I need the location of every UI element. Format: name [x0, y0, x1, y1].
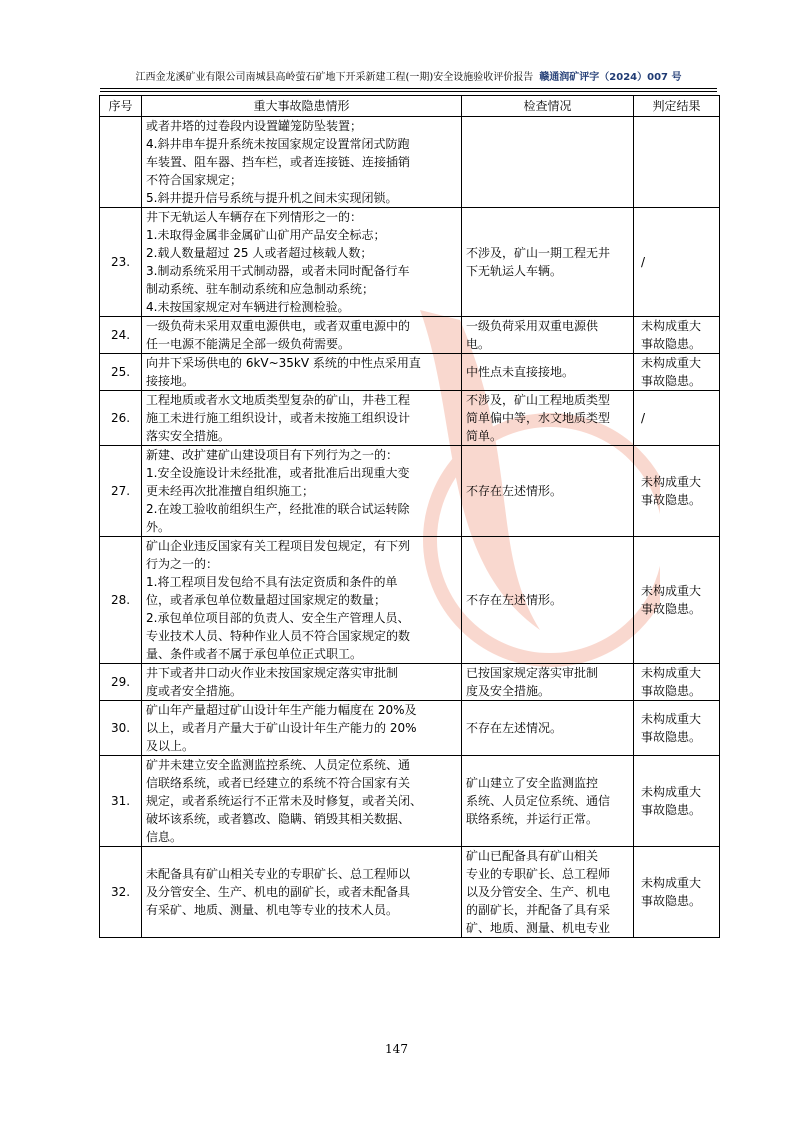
desc-line: 任一电源不能满足全部一级负荷需要。	[146, 337, 351, 351]
hazard-description	[142, 208, 462, 317]
desc-line: 车装置、阻车器、挡车栏，或者连接链、连接插销	[146, 155, 411, 169]
desc-line: 1.安全设施设计未经批准，或者批准后出现重大变	[146, 466, 410, 480]
judgment-result	[634, 537, 720, 664]
desc-line: 矿井未建立安全监测监控系统、人员定位系统、通	[146, 758, 411, 772]
desc-line: 行为之一的：	[146, 557, 219, 571]
hazard-description	[142, 537, 462, 664]
check-line: 矿山已配备具有矿山相关	[466, 849, 599, 863]
check-line: 电。	[466, 337, 491, 351]
desc-line: 新建、改扩建矿山建设项目有下列行为之一的：	[146, 448, 399, 462]
desc-line: 矿山年产量超过矿山设计年生产能力幅度在 20%及	[146, 703, 417, 717]
desc-line: 及以上。	[146, 739, 195, 753]
desc-line: 规定，或者系统运行不正常未及时修复，或者关闭、	[146, 794, 423, 808]
table-row	[100, 317, 720, 354]
desc-line: 专业技术人员、特种作业人员不符合国家规定的数	[146, 629, 411, 643]
desc-line: 制动系统、驻车制动系统和应急制动系统；	[146, 282, 375, 296]
desc-line: 位，或者承包单位数量超过国家规定的数量；	[146, 593, 387, 607]
check-line: 简单。	[466, 429, 503, 443]
row-number: 23.	[100, 208, 142, 317]
result-line: 未构成重大	[641, 356, 702, 370]
check-status	[462, 446, 634, 537]
check-status	[462, 664, 634, 701]
table-row	[100, 664, 720, 701]
hazard-description	[142, 117, 462, 208]
hazard-description	[142, 847, 462, 938]
judgment-result	[634, 117, 720, 208]
desc-line: 度或者安全措施。	[146, 684, 243, 698]
row-number: 30.	[100, 701, 142, 756]
check-line: 下无轨运人车辆。	[466, 264, 563, 278]
table-row	[100, 117, 720, 208]
col-header-no: 序号	[100, 96, 142, 117]
result-line: 事故隐患。	[641, 730, 702, 744]
check-line: 不存在左述情况。	[466, 721, 563, 735]
check-line: 已按国家规定落实审批制	[466, 666, 599, 680]
result-line: 未构成重大	[641, 876, 702, 890]
result-line: 未构成重大	[641, 584, 702, 598]
check-line: 矿、地质、测量、机电专业	[466, 921, 611, 935]
check-status	[462, 847, 634, 938]
header-rule-bottom	[100, 91, 717, 92]
header-rule-top	[100, 88, 717, 89]
table-row	[100, 391, 720, 446]
check-status	[462, 317, 634, 354]
desc-line: 以上，或者月产量大于矿山设计年生产能力的 20%	[146, 721, 417, 735]
check-line: 不涉及，矿山工程地质类型	[466, 393, 611, 407]
judgment-result	[634, 354, 720, 391]
desc-line: 信息。	[146, 830, 183, 844]
check-line: 不存在左述情形。	[466, 484, 563, 498]
desc-line: 信联络系统，或者已经建立的系统不符合国家有关	[146, 776, 411, 790]
hazard-description	[142, 664, 462, 701]
desc-line: 5.斜井提升信号系统与提升机之间未实现闭锁。	[146, 191, 398, 205]
check-line: 的副矿长，并配备了具有采	[466, 903, 611, 917]
result-line: /	[641, 255, 646, 269]
row-number: 31.	[100, 756, 142, 847]
table-row	[100, 847, 720, 938]
result-line: 事故隐患。	[641, 803, 702, 817]
judgment-result	[634, 446, 720, 537]
row-number: 28.	[100, 537, 142, 664]
judgment-result	[634, 701, 720, 756]
hazard-description	[142, 756, 462, 847]
desc-line: 1.将工程项目发包给不具有法定资质和条件的单	[146, 575, 398, 589]
result-line: 事故隐患。	[641, 894, 702, 908]
desc-line: 井下无轨运人车辆存在下列情形之一的：	[146, 210, 363, 224]
desc-line: 2.在竣工验收前组织生产，经批准的联合试运转除	[146, 502, 410, 516]
desc-line: 1.未取得金属非金属矿山矿用产品安全标志；	[146, 228, 386, 242]
check-line: 度及安全措施。	[466, 684, 551, 698]
desc-line: 或者井塔的过卷段内设置罐笼防坠装置；	[146, 119, 363, 133]
row-number: 27.	[100, 446, 142, 537]
check-status	[462, 756, 634, 847]
check-line: 不存在左述情形。	[466, 593, 563, 607]
judgment-result	[634, 208, 720, 317]
col-header-check: 检查情况	[462, 96, 634, 117]
desc-line: 有采矿、地质、测量、机电等专业的技术人员。	[146, 903, 399, 917]
check-line: 系统、人员定位系统、通信	[466, 794, 611, 808]
table-body	[100, 117, 720, 938]
result-line: 未构成重大	[641, 319, 702, 333]
check-status	[462, 117, 634, 208]
desc-line: 4.未按国家规定对车辆进行检测检验。	[146, 300, 350, 314]
table-row	[100, 354, 720, 391]
table-row	[100, 701, 720, 756]
result-line: /	[641, 411, 646, 425]
desc-line: 外。	[146, 520, 171, 534]
result-line: 事故隐患。	[641, 374, 702, 388]
desc-line: 2.载人数量超过 25 人或者超过核载人数；	[146, 246, 373, 260]
col-header-hazard: 重大事故隐患情形	[142, 96, 462, 117]
desc-line: 2.承包单位项目部的负责人、安全生产管理人员、	[146, 611, 410, 625]
desc-line: 工程地质或者水文地质类型复杂的矿山，井巷工程	[146, 393, 411, 407]
document-number: 赣通润矿评字（2024）007 号	[539, 72, 682, 83]
row-number: 32.	[100, 847, 142, 938]
table-row	[100, 446, 720, 537]
row-number: 25.	[100, 354, 142, 391]
judgment-result	[634, 664, 720, 701]
check-line: 简单偏中等，水文地质类型	[466, 411, 611, 425]
result-line: 事故隐患。	[641, 602, 702, 616]
result-line: 事故隐患。	[641, 337, 702, 351]
check-line: 联络系统，并运行正常。	[466, 812, 599, 826]
result-line: 未构成重大	[641, 712, 702, 726]
hazard-description	[142, 317, 462, 354]
check-line: 矿山建立了安全监测监控	[466, 776, 599, 790]
table-row	[100, 208, 720, 317]
page-header	[100, 71, 717, 85]
desc-line: 不符合国家规定；	[146, 173, 243, 187]
check-status	[462, 208, 634, 317]
check-line: 中性点未直接接地。	[466, 365, 575, 379]
row-number	[100, 117, 142, 208]
desc-line: 未配备具有矿山相关专业的专职矿长、总工程师以	[146, 867, 411, 881]
desc-line: 3.制动系统采用干式制动器，或者未同时配备行车	[146, 264, 410, 278]
desc-line: 施工未进行施工组织设计，或者未按施工组织设计	[146, 411, 411, 425]
desc-line: 一级负荷未采用双重电源供电，或者双重电源中的	[146, 319, 411, 333]
hazard-description	[142, 701, 462, 756]
page-number: 147	[385, 1042, 408, 1056]
result-line: 未构成重大	[641, 475, 702, 489]
judgment-result	[634, 847, 720, 938]
check-status	[462, 391, 634, 446]
desc-line: 向井下采场供电的 6kV~35kV 系统的中性点采用直	[146, 356, 421, 370]
judgment-result	[634, 391, 720, 446]
col-header-result: 判定结果	[634, 96, 720, 117]
table-row	[100, 756, 720, 847]
desc-line: 4.斜井串车提升系统未按国家规定设置常闭式防跑	[146, 137, 410, 151]
desc-line: 及分管安全、生产、机电的副矿长，或者未配备具	[146, 885, 411, 899]
check-status	[462, 701, 634, 756]
check-line: 一级负荷采用双重电源供	[466, 319, 599, 333]
check-line: 专业的专职矿长、总工程师	[466, 867, 611, 881]
desc-line: 量、条件或者不属于承包单位正式职工。	[146, 647, 363, 661]
check-line: 不涉及，矿山一期工程无井	[466, 246, 611, 260]
desc-line: 接接地。	[146, 374, 195, 388]
row-number: 24.	[100, 317, 142, 354]
judgment-result	[634, 756, 720, 847]
desc-line: 破坏该系统，或者篡改、隐瞒、销毁其相关数据、	[146, 812, 411, 826]
table-header-row	[100, 96, 720, 117]
table-row	[100, 537, 720, 664]
desc-line: 矿山企业违反国家有关工程项目发包规定，有下列	[146, 539, 411, 553]
desc-line: 落实安全措施。	[146, 429, 231, 443]
judgment-result	[634, 317, 720, 354]
result-line: 事故隐患。	[641, 493, 702, 507]
check-status	[462, 354, 634, 391]
result-line: 事故隐患。	[641, 684, 702, 698]
report-title: 江西金龙溪矿业有限公司南城县高岭萤石矿地下开采新建工程(一期)安全设施验收评价报告	[135, 72, 534, 83]
desc-line: 井下或者井口动火作业未按国家规定落实审批制	[146, 666, 399, 680]
desc-line: 更未经再次批准擅自组织施工；	[146, 484, 315, 498]
row-number: 26.	[100, 391, 142, 446]
hazard-description	[142, 354, 462, 391]
check-line: 以及分管安全、生产、机电	[466, 885, 611, 899]
hazard-table	[99, 95, 720, 938]
check-status	[462, 537, 634, 664]
hazard-description	[142, 391, 462, 446]
result-line: 未构成重大	[641, 666, 702, 680]
row-number: 29.	[100, 664, 142, 701]
hazard-description	[142, 446, 462, 537]
result-line: 未构成重大	[641, 785, 702, 799]
